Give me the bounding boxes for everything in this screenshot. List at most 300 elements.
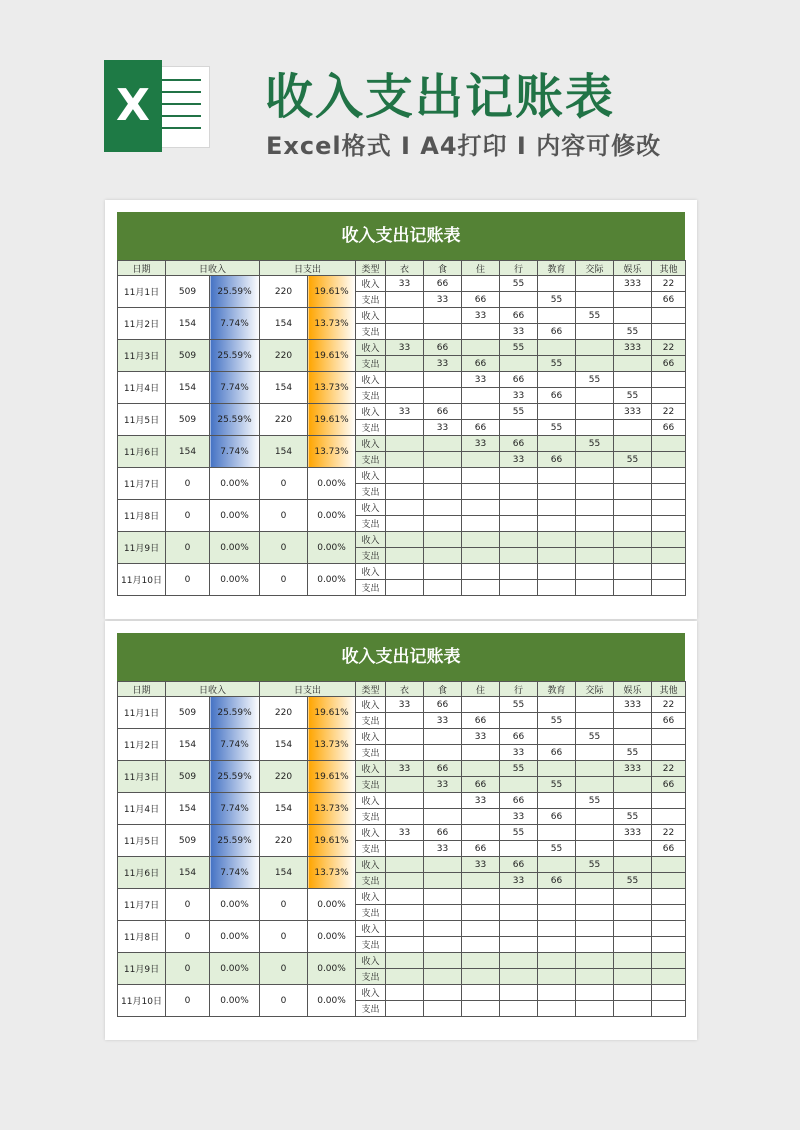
amount-cell[interactable] bbox=[386, 985, 424, 1001]
amount-cell[interactable] bbox=[614, 857, 652, 873]
amount-cell[interactable] bbox=[386, 889, 424, 905]
type-cell[interactable]: 支出 bbox=[356, 809, 386, 825]
amount-cell[interactable]: 55 bbox=[500, 825, 538, 841]
amount-cell[interactable] bbox=[424, 484, 462, 500]
expense-cell[interactable]: 0 bbox=[260, 500, 308, 532]
amount-cell[interactable] bbox=[614, 468, 652, 484]
amount-cell[interactable] bbox=[386, 436, 424, 452]
amount-cell[interactable]: 66 bbox=[500, 436, 538, 452]
amount-cell[interactable]: 55 bbox=[500, 404, 538, 420]
type-cell[interactable]: 支出 bbox=[356, 548, 386, 564]
expense-pct-cell[interactable]: 0.00% bbox=[308, 532, 356, 564]
amount-cell[interactable] bbox=[424, 729, 462, 745]
amount-cell[interactable] bbox=[500, 564, 538, 580]
income-cell[interactable]: 154 bbox=[166, 436, 210, 468]
amount-cell[interactable] bbox=[576, 388, 614, 404]
expense-pct-cell[interactable]: 19.61% bbox=[308, 404, 356, 436]
date-cell[interactable]: 11月6日 bbox=[118, 436, 166, 468]
amount-cell[interactable] bbox=[386, 745, 424, 761]
type-cell[interactable]: 支出 bbox=[356, 324, 386, 340]
amount-cell[interactable]: 33 bbox=[500, 873, 538, 889]
amount-cell[interactable]: 66 bbox=[538, 452, 576, 468]
amount-cell[interactable] bbox=[424, 580, 462, 596]
expense-pct-cell[interactable]: 13.73% bbox=[308, 729, 356, 761]
type-cell[interactable]: 支出 bbox=[356, 713, 386, 729]
type-cell[interactable]: 收入 bbox=[356, 500, 386, 516]
amount-cell[interactable] bbox=[538, 857, 576, 873]
amount-cell[interactable] bbox=[386, 921, 424, 937]
amount-cell[interactable]: 33 bbox=[386, 276, 424, 292]
amount-cell[interactable] bbox=[462, 580, 500, 596]
type-cell[interactable]: 支出 bbox=[356, 484, 386, 500]
amount-cell[interactable]: 66 bbox=[538, 388, 576, 404]
amount-cell[interactable]: 66 bbox=[500, 857, 538, 873]
amount-cell[interactable] bbox=[424, 468, 462, 484]
amount-cell[interactable] bbox=[424, 889, 462, 905]
amount-cell[interactable] bbox=[576, 985, 614, 1001]
amount-cell[interactable] bbox=[538, 276, 576, 292]
amount-cell[interactable] bbox=[538, 985, 576, 1001]
amount-cell[interactable]: 22 bbox=[652, 697, 686, 713]
amount-cell[interactable] bbox=[614, 969, 652, 985]
amount-cell[interactable] bbox=[576, 1001, 614, 1017]
amount-cell[interactable]: 66 bbox=[652, 356, 686, 372]
amount-cell[interactable] bbox=[652, 484, 686, 500]
amount-cell[interactable] bbox=[614, 729, 652, 745]
amount-cell[interactable] bbox=[538, 468, 576, 484]
amount-cell[interactable] bbox=[500, 937, 538, 953]
amount-cell[interactable] bbox=[386, 420, 424, 436]
income-cell[interactable]: 509 bbox=[166, 404, 210, 436]
type-cell[interactable]: 收入 bbox=[356, 468, 386, 484]
type-cell[interactable]: 支出 bbox=[356, 745, 386, 761]
amount-cell[interactable]: 55 bbox=[614, 388, 652, 404]
date-cell[interactable]: 11月3日 bbox=[118, 340, 166, 372]
amount-cell[interactable]: 33 bbox=[500, 324, 538, 340]
amount-cell[interactable] bbox=[386, 500, 424, 516]
amount-cell[interactable] bbox=[576, 745, 614, 761]
expense-cell[interactable]: 0 bbox=[260, 468, 308, 500]
type-cell[interactable]: 收入 bbox=[356, 793, 386, 809]
income-cell[interactable]: 154 bbox=[166, 308, 210, 340]
amount-cell[interactable] bbox=[424, 548, 462, 564]
amount-cell[interactable] bbox=[386, 777, 424, 793]
expense-cell[interactable]: 154 bbox=[260, 372, 308, 404]
amount-cell[interactable] bbox=[538, 1001, 576, 1017]
amount-cell[interactable] bbox=[462, 1001, 500, 1017]
amount-cell[interactable] bbox=[576, 564, 614, 580]
amount-cell[interactable] bbox=[462, 500, 500, 516]
amount-cell[interactable] bbox=[424, 809, 462, 825]
amount-cell[interactable]: 55 bbox=[538, 356, 576, 372]
amount-cell[interactable] bbox=[538, 436, 576, 452]
amount-cell[interactable]: 66 bbox=[462, 356, 500, 372]
amount-cell[interactable] bbox=[386, 564, 424, 580]
type-cell[interactable]: 支出 bbox=[356, 873, 386, 889]
expense-pct-cell[interactable]: 19.61% bbox=[308, 825, 356, 857]
amount-cell[interactable] bbox=[462, 921, 500, 937]
amount-cell[interactable] bbox=[576, 697, 614, 713]
amount-cell[interactable] bbox=[424, 857, 462, 873]
amount-cell[interactable] bbox=[576, 276, 614, 292]
amount-cell[interactable] bbox=[538, 340, 576, 356]
amount-cell[interactable]: 55 bbox=[576, 729, 614, 745]
amount-cell[interactable] bbox=[576, 292, 614, 308]
amount-cell[interactable] bbox=[462, 697, 500, 713]
amount-cell[interactable] bbox=[576, 761, 614, 777]
date-cell[interactable]: 11月5日 bbox=[118, 404, 166, 436]
amount-cell[interactable] bbox=[386, 1001, 424, 1017]
amount-cell[interactable] bbox=[500, 953, 538, 969]
amount-cell[interactable] bbox=[652, 548, 686, 564]
expense-pct-cell[interactable]: 13.73% bbox=[308, 793, 356, 825]
amount-cell[interactable] bbox=[424, 953, 462, 969]
amount-cell[interactable] bbox=[462, 985, 500, 1001]
amount-cell[interactable]: 66 bbox=[462, 777, 500, 793]
amount-cell[interactable]: 66 bbox=[424, 825, 462, 841]
date-cell[interactable]: 11月6日 bbox=[118, 857, 166, 889]
date-cell[interactable]: 11月4日 bbox=[118, 793, 166, 825]
amount-cell[interactable] bbox=[614, 436, 652, 452]
income-pct-cell[interactable]: 0.00% bbox=[210, 921, 260, 953]
income-pct-cell[interactable]: 25.59% bbox=[210, 340, 260, 372]
amount-cell[interactable] bbox=[462, 564, 500, 580]
income-cell[interactable]: 0 bbox=[166, 468, 210, 500]
amount-cell[interactable]: 66 bbox=[424, 340, 462, 356]
type-cell[interactable]: 支出 bbox=[356, 580, 386, 596]
amount-cell[interactable] bbox=[386, 356, 424, 372]
type-cell[interactable]: 支出 bbox=[356, 388, 386, 404]
amount-cell[interactable] bbox=[576, 452, 614, 468]
amount-cell[interactable] bbox=[386, 953, 424, 969]
expense-pct-cell[interactable]: 0.00% bbox=[308, 921, 356, 953]
amount-cell[interactable] bbox=[386, 713, 424, 729]
amount-cell[interactable]: 333 bbox=[614, 825, 652, 841]
type-cell[interactable]: 收入 bbox=[356, 985, 386, 1001]
amount-cell[interactable] bbox=[614, 372, 652, 388]
amount-cell[interactable] bbox=[424, 532, 462, 548]
amount-cell[interactable] bbox=[614, 564, 652, 580]
expense-pct-cell[interactable]: 19.61% bbox=[308, 761, 356, 793]
amount-cell[interactable] bbox=[614, 500, 652, 516]
amount-cell[interactable] bbox=[614, 713, 652, 729]
expense-pct-cell[interactable]: 19.61% bbox=[308, 340, 356, 372]
expense-cell[interactable]: 220 bbox=[260, 697, 308, 729]
amount-cell[interactable]: 33 bbox=[424, 356, 462, 372]
amount-cell[interactable] bbox=[576, 516, 614, 532]
income-cell[interactable]: 509 bbox=[166, 276, 210, 308]
amount-cell[interactable] bbox=[614, 905, 652, 921]
income-cell[interactable]: 509 bbox=[166, 340, 210, 372]
amount-cell[interactable] bbox=[576, 889, 614, 905]
amount-cell[interactable] bbox=[576, 777, 614, 793]
type-cell[interactable]: 支出 bbox=[356, 937, 386, 953]
amount-cell[interactable] bbox=[462, 532, 500, 548]
amount-cell[interactable] bbox=[462, 324, 500, 340]
amount-cell[interactable] bbox=[386, 484, 424, 500]
amount-cell[interactable] bbox=[386, 516, 424, 532]
type-cell[interactable]: 支出 bbox=[356, 420, 386, 436]
expense-pct-cell[interactable]: 0.00% bbox=[308, 468, 356, 500]
expense-pct-cell[interactable]: 13.73% bbox=[308, 436, 356, 468]
amount-cell[interactable] bbox=[424, 1001, 462, 1017]
amount-cell[interactable] bbox=[576, 580, 614, 596]
amount-cell[interactable] bbox=[462, 548, 500, 564]
income-pct-cell[interactable]: 0.00% bbox=[210, 532, 260, 564]
amount-cell[interactable] bbox=[500, 468, 538, 484]
expense-pct-cell[interactable]: 0.00% bbox=[308, 500, 356, 532]
amount-cell[interactable] bbox=[462, 809, 500, 825]
expense-pct-cell[interactable]: 0.00% bbox=[308, 953, 356, 985]
amount-cell[interactable] bbox=[614, 580, 652, 596]
amount-cell[interactable] bbox=[462, 468, 500, 484]
amount-cell[interactable] bbox=[538, 793, 576, 809]
amount-cell[interactable] bbox=[386, 308, 424, 324]
income-cell[interactable]: 509 bbox=[166, 761, 210, 793]
amount-cell[interactable] bbox=[386, 292, 424, 308]
income-pct-cell[interactable]: 7.74% bbox=[210, 436, 260, 468]
amount-cell[interactable] bbox=[538, 921, 576, 937]
amount-cell[interactable] bbox=[386, 793, 424, 809]
amount-cell[interactable] bbox=[424, 793, 462, 809]
amount-cell[interactable]: 33 bbox=[386, 761, 424, 777]
amount-cell[interactable]: 22 bbox=[652, 404, 686, 420]
date-cell[interactable]: 11月8日 bbox=[118, 921, 166, 953]
amount-cell[interactable]: 66 bbox=[652, 292, 686, 308]
date-cell[interactable]: 11月10日 bbox=[118, 564, 166, 596]
amount-cell[interactable] bbox=[386, 729, 424, 745]
type-cell[interactable]: 收入 bbox=[356, 729, 386, 745]
expense-cell[interactable]: 154 bbox=[260, 729, 308, 761]
income-cell[interactable]: 0 bbox=[166, 985, 210, 1017]
date-cell[interactable]: 11月8日 bbox=[118, 500, 166, 532]
amount-cell[interactable]: 33 bbox=[424, 777, 462, 793]
amount-cell[interactable] bbox=[500, 580, 538, 596]
amount-cell[interactable]: 33 bbox=[500, 388, 538, 404]
amount-cell[interactable] bbox=[500, 484, 538, 500]
type-cell[interactable]: 支出 bbox=[356, 356, 386, 372]
income-pct-cell[interactable]: 25.59% bbox=[210, 761, 260, 793]
amount-cell[interactable] bbox=[652, 905, 686, 921]
income-pct-cell[interactable]: 25.59% bbox=[210, 404, 260, 436]
type-cell[interactable]: 收入 bbox=[356, 276, 386, 292]
expense-pct-cell[interactable]: 19.61% bbox=[308, 697, 356, 729]
amount-cell[interactable] bbox=[652, 985, 686, 1001]
expense-cell[interactable]: 0 bbox=[260, 985, 308, 1017]
amount-cell[interactable] bbox=[614, 516, 652, 532]
amount-cell[interactable]: 33 bbox=[386, 340, 424, 356]
amount-cell[interactable]: 22 bbox=[652, 825, 686, 841]
amount-cell[interactable] bbox=[386, 388, 424, 404]
income-cell[interactable]: 154 bbox=[166, 793, 210, 825]
date-cell[interactable]: 11月2日 bbox=[118, 729, 166, 761]
amount-cell[interactable]: 22 bbox=[652, 761, 686, 777]
amount-cell[interactable] bbox=[386, 452, 424, 468]
amount-cell[interactable] bbox=[500, 985, 538, 1001]
expense-cell[interactable]: 154 bbox=[260, 308, 308, 340]
type-cell[interactable]: 支出 bbox=[356, 1001, 386, 1017]
amount-cell[interactable]: 66 bbox=[538, 873, 576, 889]
amount-cell[interactable] bbox=[424, 372, 462, 388]
amount-cell[interactable] bbox=[652, 889, 686, 905]
amount-cell[interactable] bbox=[614, 292, 652, 308]
amount-cell[interactable] bbox=[500, 420, 538, 436]
amount-cell[interactable] bbox=[386, 937, 424, 953]
amount-cell[interactable] bbox=[614, 937, 652, 953]
amount-cell[interactable]: 55 bbox=[614, 809, 652, 825]
amount-cell[interactable] bbox=[538, 564, 576, 580]
amount-cell[interactable] bbox=[614, 484, 652, 500]
amount-cell[interactable] bbox=[652, 500, 686, 516]
type-cell[interactable]: 支出 bbox=[356, 452, 386, 468]
income-cell[interactable]: 154 bbox=[166, 372, 210, 404]
type-cell[interactable]: 收入 bbox=[356, 564, 386, 580]
amount-cell[interactable] bbox=[652, 388, 686, 404]
amount-cell[interactable] bbox=[424, 564, 462, 580]
amount-cell[interactable] bbox=[500, 532, 538, 548]
amount-cell[interactable] bbox=[652, 516, 686, 532]
type-cell[interactable]: 收入 bbox=[356, 308, 386, 324]
amount-cell[interactable] bbox=[652, 793, 686, 809]
amount-cell[interactable] bbox=[576, 500, 614, 516]
amount-cell[interactable] bbox=[576, 905, 614, 921]
amount-cell[interactable]: 55 bbox=[538, 713, 576, 729]
income-cell[interactable]: 0 bbox=[166, 953, 210, 985]
amount-cell[interactable] bbox=[576, 548, 614, 564]
amount-cell[interactable] bbox=[386, 468, 424, 484]
amount-cell[interactable] bbox=[424, 388, 462, 404]
expense-pct-cell[interactable]: 13.73% bbox=[308, 308, 356, 340]
amount-cell[interactable] bbox=[538, 825, 576, 841]
amount-cell[interactable] bbox=[614, 985, 652, 1001]
income-pct-cell[interactable]: 7.74% bbox=[210, 308, 260, 340]
type-cell[interactable]: 收入 bbox=[356, 340, 386, 356]
date-cell[interactable]: 11月4日 bbox=[118, 372, 166, 404]
amount-cell[interactable]: 33 bbox=[462, 793, 500, 809]
expense-cell[interactable]: 0 bbox=[260, 889, 308, 921]
amount-cell[interactable] bbox=[614, 308, 652, 324]
amount-cell[interactable] bbox=[424, 436, 462, 452]
expense-pct-cell[interactable]: 19.61% bbox=[308, 276, 356, 308]
amount-cell[interactable] bbox=[538, 889, 576, 905]
amount-cell[interactable] bbox=[576, 921, 614, 937]
amount-cell[interactable]: 33 bbox=[462, 857, 500, 873]
type-cell[interactable]: 支出 bbox=[356, 969, 386, 985]
type-cell[interactable]: 支出 bbox=[356, 292, 386, 308]
amount-cell[interactable]: 66 bbox=[652, 777, 686, 793]
amount-cell[interactable] bbox=[462, 484, 500, 500]
amount-cell[interactable]: 33 bbox=[462, 436, 500, 452]
income-cell[interactable]: 154 bbox=[166, 857, 210, 889]
amount-cell[interactable]: 66 bbox=[462, 713, 500, 729]
income-cell[interactable]: 154 bbox=[166, 729, 210, 761]
amount-cell[interactable] bbox=[462, 452, 500, 468]
amount-cell[interactable]: 55 bbox=[576, 372, 614, 388]
type-cell[interactable]: 支出 bbox=[356, 905, 386, 921]
amount-cell[interactable] bbox=[424, 324, 462, 340]
income-cell[interactable]: 0 bbox=[166, 532, 210, 564]
amount-cell[interactable]: 55 bbox=[538, 777, 576, 793]
amount-cell[interactable]: 66 bbox=[462, 841, 500, 857]
amount-cell[interactable] bbox=[424, 985, 462, 1001]
amount-cell[interactable]: 33 bbox=[424, 292, 462, 308]
amount-cell[interactable] bbox=[386, 969, 424, 985]
amount-cell[interactable]: 333 bbox=[614, 761, 652, 777]
amount-cell[interactable]: 66 bbox=[652, 713, 686, 729]
amount-cell[interactable]: 66 bbox=[500, 372, 538, 388]
amount-cell[interactable]: 55 bbox=[500, 761, 538, 777]
income-pct-cell[interactable]: 7.74% bbox=[210, 857, 260, 889]
amount-cell[interactable] bbox=[576, 484, 614, 500]
amount-cell[interactable] bbox=[462, 873, 500, 889]
income-pct-cell[interactable]: 7.74% bbox=[210, 372, 260, 404]
amount-cell[interactable] bbox=[538, 532, 576, 548]
amount-cell[interactable] bbox=[538, 580, 576, 596]
amount-cell[interactable]: 33 bbox=[424, 713, 462, 729]
expense-cell[interactable]: 220 bbox=[260, 276, 308, 308]
amount-cell[interactable] bbox=[652, 969, 686, 985]
amount-cell[interactable] bbox=[576, 404, 614, 420]
amount-cell[interactable] bbox=[538, 308, 576, 324]
amount-cell[interactable] bbox=[652, 468, 686, 484]
amount-cell[interactable] bbox=[576, 953, 614, 969]
type-cell[interactable]: 收入 bbox=[356, 697, 386, 713]
amount-cell[interactable] bbox=[386, 372, 424, 388]
amount-cell[interactable] bbox=[386, 580, 424, 596]
expense-cell[interactable]: 220 bbox=[260, 340, 308, 372]
amount-cell[interactable]: 33 bbox=[424, 841, 462, 857]
amount-cell[interactable] bbox=[652, 372, 686, 388]
expense-cell[interactable]: 154 bbox=[260, 793, 308, 825]
amount-cell[interactable] bbox=[614, 777, 652, 793]
amount-cell[interactable] bbox=[614, 889, 652, 905]
amount-cell[interactable] bbox=[576, 873, 614, 889]
amount-cell[interactable]: 333 bbox=[614, 276, 652, 292]
income-pct-cell[interactable]: 25.59% bbox=[210, 825, 260, 857]
amount-cell[interactable]: 333 bbox=[614, 404, 652, 420]
amount-cell[interactable] bbox=[614, 793, 652, 809]
income-cell[interactable]: 0 bbox=[166, 889, 210, 921]
expense-cell[interactable]: 0 bbox=[260, 921, 308, 953]
amount-cell[interactable] bbox=[576, 937, 614, 953]
amount-cell[interactable]: 33 bbox=[386, 697, 424, 713]
income-cell[interactable]: 0 bbox=[166, 500, 210, 532]
expense-cell[interactable]: 0 bbox=[260, 953, 308, 985]
amount-cell[interactable] bbox=[652, 729, 686, 745]
amount-cell[interactable] bbox=[576, 356, 614, 372]
amount-cell[interactable]: 55 bbox=[500, 697, 538, 713]
amount-cell[interactable] bbox=[500, 905, 538, 921]
income-cell[interactable]: 0 bbox=[166, 921, 210, 953]
amount-cell[interactable]: 55 bbox=[538, 841, 576, 857]
expense-cell[interactable]: 220 bbox=[260, 761, 308, 793]
amount-cell[interactable] bbox=[424, 516, 462, 532]
amount-cell[interactable] bbox=[652, 580, 686, 596]
amount-cell[interactable] bbox=[500, 841, 538, 857]
amount-cell[interactable]: 66 bbox=[462, 420, 500, 436]
type-cell[interactable]: 收入 bbox=[356, 372, 386, 388]
amount-cell[interactable] bbox=[424, 969, 462, 985]
amount-cell[interactable]: 33 bbox=[500, 745, 538, 761]
amount-cell[interactable]: 66 bbox=[538, 324, 576, 340]
amount-cell[interactable] bbox=[386, 841, 424, 857]
amount-cell[interactable] bbox=[500, 777, 538, 793]
amount-cell[interactable] bbox=[538, 500, 576, 516]
income-cell[interactable]: 509 bbox=[166, 697, 210, 729]
income-pct-cell[interactable]: 0.00% bbox=[210, 953, 260, 985]
amount-cell[interactable]: 55 bbox=[614, 452, 652, 468]
amount-cell[interactable] bbox=[386, 905, 424, 921]
